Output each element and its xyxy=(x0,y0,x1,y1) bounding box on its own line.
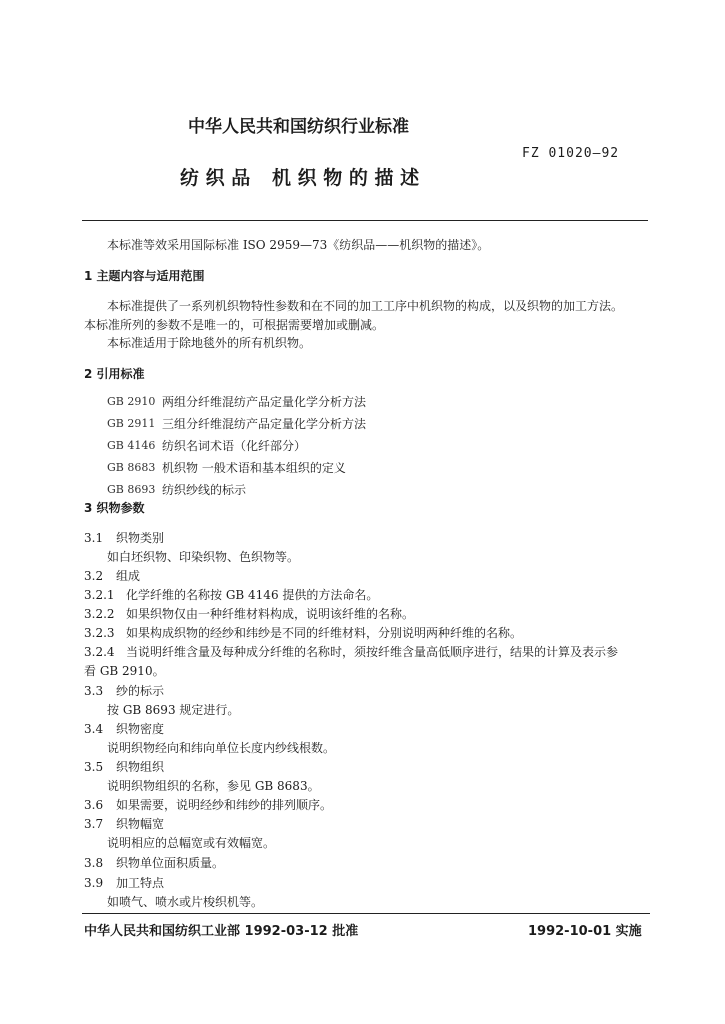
section-1-para-1: 本标准提供了一系列机织物特性参数和在不同的加工工序中机织物的构成，以及织物的加工方法。 xyxy=(107,299,624,313)
clause-3-4 xyxy=(84,721,164,737)
clause-3-5 xyxy=(84,759,164,775)
reference-code: GB 8693 xyxy=(107,482,156,496)
section-2-heading: 2 引用标准 xyxy=(84,367,145,381)
clause-number: 3.3 xyxy=(84,684,104,698)
reference-title: 机织物 一般术语和基本组织的定义 xyxy=(162,460,346,475)
standard-code: FZ 01020—92 xyxy=(522,146,620,161)
clause-title: 织物密度 xyxy=(116,722,165,736)
reference-code: GB 2911 xyxy=(107,416,156,430)
effective-date: 1992-10-01 实施 xyxy=(528,924,642,939)
clause-number: 3.4 xyxy=(84,722,104,736)
issuing-body: 中华人民共和国纺织行业标准 xyxy=(188,117,409,137)
clause-number: 3.8 xyxy=(84,856,104,870)
clause-3-5-body: 说明织物组织的名称，参见 GB 8683。 xyxy=(107,779,320,793)
section-1-para-2: 本标准适用于除地毯外的所有机织物。 xyxy=(107,336,312,350)
header-divider xyxy=(82,220,648,221)
clause-3-7-body: 说明相应的总幅宽或有效幅宽。 xyxy=(107,836,276,850)
clause-3-2-2 xyxy=(84,606,414,622)
reference-code: GB 2910 xyxy=(107,394,156,408)
clause-3-2 xyxy=(84,568,140,584)
reference-title: 三组分纤维混纺产品定量化学分析方法 xyxy=(162,416,367,431)
clause-body: 化学纤维的名称按 GB 4146 提供的方法命名。 xyxy=(126,588,379,602)
reference-title: 纺织纱线的标示 xyxy=(162,482,247,497)
clause-number: 3.9 xyxy=(84,876,104,890)
clause-number: 3.5 xyxy=(84,760,104,774)
clause-number: 3.2.4 xyxy=(84,645,115,659)
clause-body: 当说明纤维含量及每种成分纤维的名称时，须按纤维含量高低顺序进行，结果的计算及表示参 xyxy=(126,645,619,659)
clause-3-2-4-cont: 看 GB 2910。 xyxy=(84,664,165,678)
clause-3-1 xyxy=(84,530,164,546)
clause-number: 3.2.3 xyxy=(84,626,115,640)
clause-number: 3.2.2 xyxy=(84,607,115,621)
footer-divider xyxy=(82,913,650,914)
clause-body: 织物单位面积质量。 xyxy=(116,856,225,870)
clause-title: 织物幅宽 xyxy=(116,817,165,831)
clause-3-3-body: 按 GB 8693 规定进行。 xyxy=(107,703,240,717)
clause-number: 3.6 xyxy=(84,798,104,812)
clause-3-2-1 xyxy=(84,587,378,603)
clause-3-8 xyxy=(84,855,224,871)
clause-title: 加工特点 xyxy=(116,876,165,890)
clause-number: 3.1 xyxy=(84,531,104,545)
clause-number: 3.2.1 xyxy=(84,588,115,602)
title-part-b: 机 织 物 的 描 述 xyxy=(272,167,420,189)
reference-title: 两组分纤维混纺产品定量化学分析方法 xyxy=(162,394,367,409)
reference-code: GB 4146 xyxy=(107,438,156,452)
section-3-heading: 3 织物参数 xyxy=(84,501,145,515)
reference-item xyxy=(107,478,366,500)
clause-3-9 xyxy=(84,875,164,891)
clause-3-7 xyxy=(84,816,164,832)
clause-3-6 xyxy=(84,797,332,813)
section-1-para-1-cont: 本标准所列的参数不是唯一的，可根据需要增加或删减。 xyxy=(84,318,385,332)
clause-body: 如果需要，说明经纱和纬纱的排列顺序。 xyxy=(116,798,333,812)
clause-title: 织物组织 xyxy=(116,760,165,774)
clause-number: 3.2 xyxy=(84,569,104,583)
clause-3-2-3 xyxy=(84,625,522,641)
reference-list xyxy=(107,390,366,500)
clause-body: 如果构成织物的经纱和纬纱是不同的纤维材料，分别说明两种纤维的名称。 xyxy=(126,626,523,640)
clause-body: 如果织物仅由一种纤维材料构成，说明该纤维的名称。 xyxy=(126,607,415,621)
reference-code: GB 8683 xyxy=(107,460,156,474)
clause-3-2-4 xyxy=(84,644,618,660)
reference-item xyxy=(107,412,366,434)
approval-line: 中华人民共和国纺织工业部 1992-03-12 批准 xyxy=(84,924,359,939)
intro-paragraph: 本标准等效采用国际标准 ISO 2959—73《纺织品——机织物的描述》。 xyxy=(107,238,490,252)
clause-title: 组成 xyxy=(116,569,141,583)
reference-item xyxy=(107,456,366,478)
clause-3-3 xyxy=(84,683,164,699)
clause-3-4-body: 说明织物经向和纬向单位长度内纱线根数。 xyxy=(107,741,336,755)
reference-item xyxy=(107,434,366,456)
reference-item xyxy=(107,390,366,412)
reference-title: 纺织名词术语（化纤部分） xyxy=(162,438,307,453)
section-1-heading: 1 主题内容与适用范围 xyxy=(84,269,205,283)
clause-3-9-body: 如喷气、喷水或片梭织机等。 xyxy=(107,895,264,909)
clause-title: 织物类别 xyxy=(116,531,165,545)
title-part-a: 纺 织 品 xyxy=(180,167,251,189)
clause-title: 纱的标示 xyxy=(116,684,165,698)
clause-3-1-body: 如白坯织物、印染织物、色织物等。 xyxy=(107,550,300,564)
clause-number: 3.7 xyxy=(84,817,104,831)
